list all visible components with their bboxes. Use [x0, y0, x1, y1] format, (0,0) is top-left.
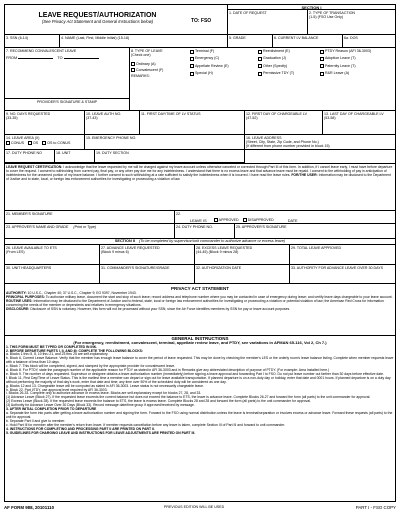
leave-type-checkbox[interactable]: Adoption Leave (T) — [320, 56, 356, 62]
leave-address-sub: (Street, City, State, Zip Code, and Phone No.) — [246, 139, 319, 144]
disapproved-checkbox[interactable]: DISAPPROVED — [243, 218, 274, 222]
instruction-line: b. Separate Part II and give to member. — [6, 418, 66, 423]
checkbox-icon — [320, 72, 324, 76]
duty-row — [5, 150, 245, 163]
leave-balance-label: 6. CURRENT LV BALANCE — [274, 35, 319, 40]
ssn-label: 3. SSN (6-14) — [6, 35, 28, 40]
leave-auth-sub: (37-43) — [86, 115, 98, 120]
section-2-sub: (To be completed by supervisor/unit commander to authorize advance or excess leave) — [138, 239, 286, 243]
instruction-line: a. Blocks 1 thru 5, 8, 10 thru 21, and 23 thru 25 are self-explanatory. — [6, 352, 109, 357]
checkbox-icon — [131, 62, 135, 66]
instructions-sub: (For emergency, reenlistment, convalescent, terminal, appellate review leave, and PTDY, see variations in AFMAN 65-116, Vol 2, Ch 7.) — [73, 340, 327, 345]
type-of-leave-sub: (Check one) — [131, 53, 151, 58]
transaction-type-field[interactable] — [308, 10, 395, 35]
leave-type-checkbox[interactable]: Reenlistment (E) — [258, 49, 290, 55]
member-signature-row — [5, 211, 395, 224]
instruction-line: c. Block 7. This block will be completed, signed, and stamped by the appropriate provider for convalescent leave. — [6, 364, 176, 369]
os-to-conus-checkbox[interactable]: OS to CONUS — [42, 141, 70, 145]
to-date-label: TO — [57, 55, 63, 60]
advance-leave-field[interactable] — [100, 245, 195, 264]
section-1-label: SECTION I — [228, 5, 395, 10]
conus-checkbox[interactable]: CONUS — [6, 141, 24, 145]
checkbox-icon — [258, 57, 262, 61]
duty-phone-label: 17. DUTY PHONE NO — [6, 150, 42, 155]
leave-type-checkbox[interactable]: R&R Leave (A) — [320, 71, 349, 77]
approver-signature-label: 25. APPROVER'S SIGNATURE — [236, 224, 287, 229]
privacy-act — [6, 286, 394, 312]
leave-type-checkbox[interactable]: Paternity Leave (T) — [320, 64, 356, 70]
instruction-line: 1. THIS FORM MUST BE TYPED OR COMPLETED IN INK. — [6, 344, 98, 349]
section-2-row-1 — [5, 245, 395, 265]
disclosure-text: Disclosure of SSN is voluntary. However, this form will not be processed without your SSN, since the Air Force identifies members by SSN for pay or leave account purposes. — [30, 306, 291, 311]
instruction-line: d. Block 8. For PTDY, state the paragraph number of the applicable reason for PTDY as stated in AFI 36-3003 and in Remarks give any abbreviated description of purpose of PTDY. (For example: Area Installed here.) — [6, 368, 330, 373]
leave-type-checkbox[interactable]: Other (Specify) — [258, 64, 287, 70]
checkbox-icon — [320, 50, 324, 54]
first-day-status-field[interactable] — [140, 111, 245, 134]
dos-field[interactable] — [343, 35, 395, 47]
certification-text — [6, 166, 394, 208]
transaction-type-label: 2. TYPE OF TRANSACTION — [309, 10, 355, 15]
general-instructions — [6, 336, 394, 501]
checkbox-icon — [190, 50, 194, 54]
approval-block — [175, 211, 395, 223]
commander-signature-label: 31. COMMANDER'S SIGNATURE/GRADE — [101, 265, 170, 270]
days-requested-sub: (33-35) — [6, 115, 18, 120]
approver-phone-label: 24. DUTY PHONE NO. — [176, 224, 213, 229]
first-day-status-label: 11. FIRST DAY/TIME OF LV STATUS — [141, 111, 201, 116]
certification-heading-2: FOR/THE USER: — [291, 172, 318, 177]
checkbox-icon — [258, 50, 262, 54]
instruction-line: c. Hold Part III for member after the member's return from leave. If member requests cancellation before any leave is taken, complete Section III of Part III and forward to unit commander. — [6, 422, 285, 427]
approver-name-field[interactable] — [5, 224, 175, 238]
instruction-line: a. Separate the form into parts after getting a leave authorization number and signing the form. Forward to the FSO using normal distribution unless the leave is terminal/separation or involves excess or advance leave. Forward these requests (all parts) to the unit for approval. — [6, 411, 393, 419]
member-signature-label: 21. MEMBER'S SIGNATURE — [6, 211, 53, 216]
total-leave-field[interactable] — [290, 245, 395, 264]
ssn-field[interactable] — [5, 35, 60, 47]
authorization-date-field[interactable] — [195, 265, 290, 283]
checkbox-icon — [42, 141, 46, 145]
to-label: TO: FSO — [191, 17, 212, 24]
leave-area-row — [5, 135, 395, 150]
leave-available-label: 26. LEAVE AVAILABLE TO ETS — [6, 245, 57, 250]
form-subtitle: (See Privacy Act Statement and General Instructions below) — [41, 18, 154, 24]
checkbox-icon — [258, 72, 262, 76]
instructions-heading: GENERAL INSTRUCTIONS — [171, 336, 229, 341]
leave-address-sub2: (If different from phone number provided in block 15) — [246, 143, 330, 148]
last-chargeable-field[interactable] — [323, 111, 395, 134]
instruction-line: 2. BEFORE DEPARTURE PARTS I, II, AND III: COMPLETE THE FOLLOWING BLOCKS: — [6, 348, 144, 353]
checkbox-icon — [190, 72, 194, 76]
to-input[interactable] — [64, 58, 99, 59]
last-chargeable-sub: (53-58) — [324, 115, 336, 120]
checkbox-icon — [243, 218, 247, 222]
member-signature-field[interactable] — [5, 211, 175, 223]
instruction-line: b. Block 6, Current Leave Balance. Verify that the member has enough leave balance to cover the period of leave requested. This may be done by checking the member's LES or the orderly room's leave balance listing. Complete when member requests leave with a balance of less than 10 days. — [6, 356, 394, 365]
instruction-line: 4. INSTRUCTIONS FOR COMPLETING AND PROCESSING PART II ARE PRINTED ON PART II. — [6, 426, 155, 431]
purposes-text: To authorize military leave, document the start and stop of such leave; record address and telephone number where you may be contacted in case of emergency during leave; and certify leave days chargeable to your leave account. — [45, 294, 393, 299]
checkbox-icon — [258, 64, 262, 68]
routine-text: Information may be disclosed to the Department of Justice and to federal, state, local or foreign law enforcement authorities for investigating or prosecuting a violation or potential violation of law; the American Red Cross for information concerning the needs of the member or dependents and relatives in emergency situations. — [6, 298, 384, 307]
leave-address-label: 16. LEAVE ADDRESS — [246, 135, 282, 140]
to-block — [190, 5, 228, 34]
leave-area-block — [5, 135, 85, 149]
authority-text: 10 U.S.C., Chapter 40; 37 U.S.C., Chapter 9; EO 9397, November 1943. — [27, 291, 137, 295]
total-leave-label: 29. TOTAL LEAVE APPROVED — [291, 245, 342, 250]
first-chargeable-label: 12. FIRST DAY OF CHARGEABLE LV — [246, 111, 308, 116]
authorization-date-label: 32. AUTHORIZATION DATE — [196, 265, 242, 270]
leave-available-sub: (From LES) — [6, 249, 25, 254]
advance-leave-label: 27. ADVANCE LEAVE REQUESTED — [101, 245, 160, 250]
instructions-list — [6, 346, 394, 436]
type-of-leave-block — [130, 48, 395, 110]
unit-hq-label: 30. UNIT HEADQUARTERS — [6, 265, 52, 270]
provider-signature-label: PROVIDER'S SIGNATURE & STAMP — [36, 100, 98, 104]
instruction-line: 5. GUIDELINES FOR CHARGING LEAVE AND INSTRUCTIONS FOR LEAVE ADJUSTMENTS ARE PRINTED ON PART III. — [6, 430, 196, 435]
checkbox-icon — [320, 57, 324, 61]
date-of-request-field[interactable] — [228, 10, 308, 35]
form-number: AF FORM 988, 20101110 — [4, 505, 55, 510]
unit-hq-field[interactable] — [5, 265, 100, 283]
convalescent-label: 7. RECOMMEND CONVALESCENT LEAVE — [6, 48, 77, 53]
duty-section-label: 19. DUTY SECTION — [96, 150, 129, 155]
convalescent-block — [5, 48, 130, 110]
transaction-type-sub: (1-5) (FSO Use Only) — [309, 14, 344, 19]
leave-type-checkbox[interactable]: Terminal (F) — [190, 49, 214, 55]
instruction-line: h. Block 22. Part I/TDY, use approval level required by AFI 36-3003. — [6, 387, 108, 392]
grade-field[interactable] — [228, 35, 273, 47]
part-label: PART I - FSO COPY — [355, 505, 396, 510]
instruction-line: i. Blocks 26-33. Complete only to authorize advance or excess leave. Blocks are self-explanatory except for blocks 27, 28, and 33. — [6, 391, 202, 396]
from-label: FROM — [6, 55, 18, 60]
excess-leave-sub: (44-45) (Block 9 minus 28) — [196, 249, 239, 254]
checkbox-icon — [131, 68, 135, 72]
form-frame — [4, 4, 396, 502]
instruction-line: g. Blocks 12 and 13. Chargeable leave will be computed as stated in AFI 36-3003. Leave status is not necessarily chargeable leave. — [6, 383, 204, 388]
certification-heading: LEAVE REQUEST CERTIFICATION: — [6, 165, 63, 169]
approver-name-sub: (Print or Type) — [73, 224, 97, 229]
approved-checkbox[interactable]: APPROVED — [214, 218, 239, 222]
unit-label: 18. UNIT — [56, 150, 71, 155]
from-input[interactable] — [18, 58, 53, 59]
emergency-phone-label: 15. EMERGENCY PHONE NO. — [86, 135, 137, 140]
leave-auth-field[interactable] — [85, 111, 140, 134]
dos-label: 6a. DOS — [344, 35, 358, 40]
approver-signature-field[interactable] — [235, 224, 395, 238]
leave-type-checkbox[interactable]: Special (H) — [190, 71, 213, 77]
divider — [5, 163, 395, 164]
leave-type-checkbox[interactable]: Appellate Review (E) — [190, 64, 229, 70]
instruction-line: (1) Advance Leave (Block 27). If the requested leave exceeds the current balance but does not exceed the balance to ETS, the leave is advance leave. Complete Blocks 26-27 and forward the form (all parts) to the unit commander for approval. — [6, 395, 371, 400]
leave-type-checkbox[interactable]: Ordinary (A) — [131, 62, 156, 66]
approver-phone-field[interactable] — [175, 224, 235, 238]
privacy-heading: PRIVACY ACT STATEMENT — [170, 286, 229, 291]
checkbox-icon — [190, 57, 194, 61]
previous-edition: PREVIOUS EDITION WILL BE USED — [164, 505, 225, 509]
checkbox-icon — [214, 218, 218, 222]
leave-balance-field[interactable] — [273, 35, 343, 47]
instruction-line: f. Block 11, First Day/Time of Leave Status. This is the earliest time a member can depart or sign out for leave available transportation. If planned departure is on a non-duty day or holiday, enter that date and 0001 hours. If planned departure is on a duty day without performing the majority of that day's work, enter that date and time; any time over 50% of the scheduled duty will be considered as one day. — [6, 375, 391, 384]
emergency-phone-field[interactable] — [85, 135, 245, 149]
form-title: LEAVE REQUEST/AUTHORIZATION — [38, 11, 157, 19]
days-requested-label: 9. NO. DAYS REQUESTED — [6, 111, 51, 116]
days-row — [5, 111, 395, 135]
leave-auth-label: 10. LEAVE AUTH NO. — [86, 111, 122, 116]
commander-signature-field[interactable] — [100, 265, 195, 283]
purposes-heading: PRINCIPAL PURPOSES: — [6, 294, 45, 299]
leave-area-label: 14. LEAVE AREA (X) — [6, 135, 40, 140]
authority-heading: AUTHORITY: — [6, 291, 27, 295]
date-of-request-label: 1. DATE OF REQUEST — [229, 10, 267, 15]
leave-type-row — [5, 48, 395, 111]
leave-is-label: LEAVE IS — [190, 219, 207, 223]
approver-row — [5, 224, 395, 239]
leave-type-checkbox[interactable]: Emergency (C) — [190, 56, 219, 62]
name-label: 4. NAME (Last, First, Middle Initial) (15-18) — [61, 35, 130, 40]
leave-type-checkbox[interactable]: Graduation (J) — [258, 56, 286, 62]
ssn-row — [5, 35, 395, 48]
checkbox-icon — [28, 141, 32, 145]
leave-address-field[interactable] — [245, 135, 395, 163]
routine-heading: ROUTINE USES: — [6, 298, 33, 303]
leave-type-checkbox[interactable]: Convalescent (F) — [131, 68, 163, 72]
leave-type-checkbox[interactable]: PTDY Reason (AFI 36-3003) — [320, 49, 371, 55]
certification-body-2: Information may be disclosed to the Department of Justice and to state, local, or foreign law enforcement authorities for investigating or prosecuting a violation of law. — [6, 172, 391, 181]
last-chargeable-label: 13. LAST DAY OF CHARGEABLE LV — [324, 111, 384, 116]
first-chargeable-field[interactable] — [245, 111, 323, 134]
advance-leave-sub: (Block 9 minus 6) — [101, 249, 129, 254]
excess-leave-field[interactable] — [195, 245, 290, 264]
section-2-title: SECTION II — [114, 239, 135, 243]
certification-body: I acknowledge that the leave requested by me will be charged against my leave account unless otherwise canceled or corrected through Part III of this form. In addition, if I cancel leave early, I must have before departure to cover the request. I consent to withholding from current pay, final pay, or any other pay due me for any indebtedness. I understand that there is no excess leave and that advance leave must be repaid. I consent to the withholding of pay in anticipation of indebtedness for the unearned portion of my leave balance. I further consent to such withholding at a rate sufficient to satisfy the indebtedness when it is incurred. I have read the leave rules. — [6, 165, 393, 177]
duty-phone-field[interactable] — [5, 150, 55, 162]
instruction-line: (2) Excess Leave (Block 28). If the requested leave exceeds the balance to ETS, the leave is excess leave. Complete Blocks 28 and 28 and forward the form (all parts) to the unit commander for approval. — [6, 399, 311, 404]
provider-signature-line[interactable] — [5, 98, 129, 104]
leave-type-checkbox[interactable]: Permissive TDY (T) — [258, 71, 294, 77]
approval-date-label: DATE — [287, 219, 298, 223]
authority-advance-field[interactable] — [290, 265, 395, 283]
approver-name-label: 23. APPROVER'S NAME AND GRADE — [6, 224, 69, 229]
excess-leave-label: 28. EXCESS LEAVE REQUESTED — [196, 245, 253, 250]
type-of-leave-label: 8. TYPE OF LEAVE — [131, 49, 163, 53]
checkbox-icon — [320, 64, 324, 68]
checkbox-icon — [6, 141, 10, 145]
instruction-line: (3) Authority for Advance Leave Over 30 Days (Block 33). Record message date/time group if approved/received by message. — [6, 403, 195, 408]
os-checkbox[interactable]: OS — [28, 141, 38, 145]
instruction-line: e. Block 9. The number of days requested. Supervisor or designee obtains a leave authorization number (immediately) before signing a leave approval and forwarding Part I to FSO. Do not put leave number out farther than 30 days before effective date. — [6, 371, 384, 376]
duty-section-field[interactable] — [95, 150, 245, 162]
grade-label: 5. GRADE — [229, 35, 246, 40]
days-requested-field[interactable] — [5, 111, 85, 134]
name-field[interactable] — [60, 35, 228, 47]
title-block — [5, 5, 190, 34]
section-2-row-2 — [5, 265, 395, 284]
approval-num: 22. — [176, 211, 181, 216]
header-row — [5, 5, 395, 35]
first-chargeable-sub: (47-52) — [246, 115, 258, 120]
remarks-label: REMARKS: — [131, 74, 150, 78]
unit-field[interactable] — [55, 150, 95, 162]
instruction-line: 3. AFTER INITIAL COMPLETION PRIOR TO DEPARTURE — [6, 407, 97, 412]
checkbox-icon — [190, 64, 194, 68]
disclosure-heading: DISCLOSURE: — [6, 306, 30, 311]
leave-available-field[interactable] — [5, 245, 100, 264]
authority-advance-label: 33. AUTHORITY FOR ADVANCE LEAVE OVER 30 DAYS — [291, 265, 383, 270]
